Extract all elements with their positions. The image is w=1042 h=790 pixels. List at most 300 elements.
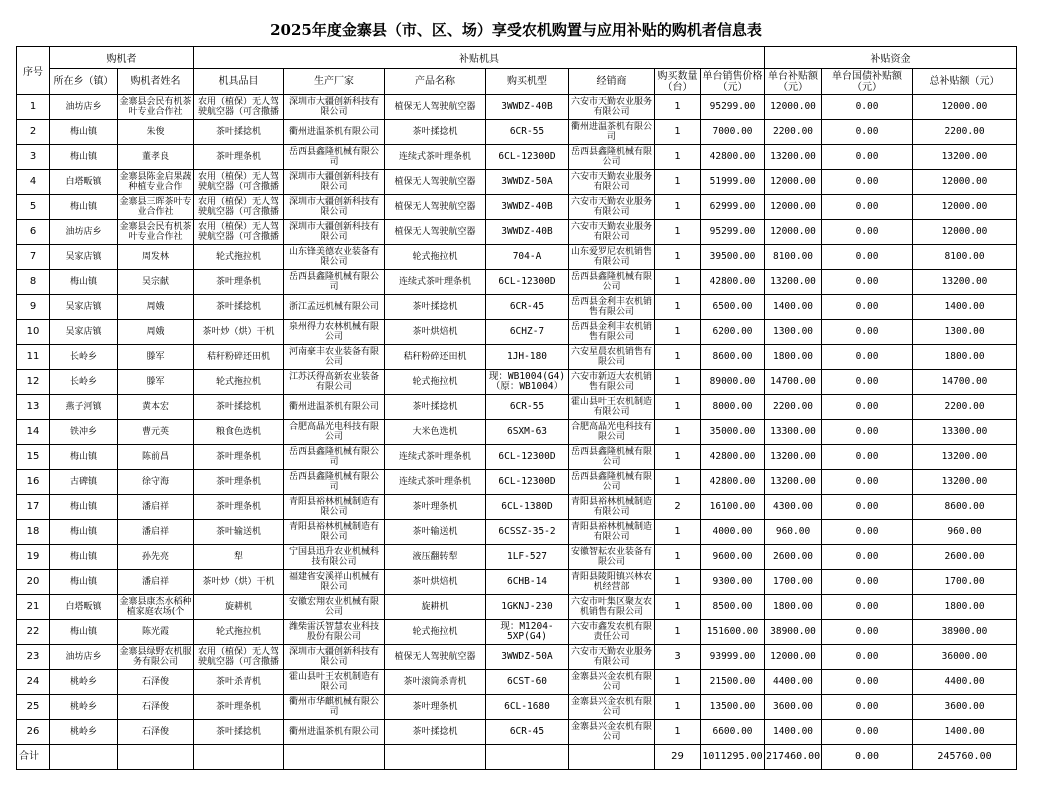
cell-bond: 0.00 bbox=[822, 645, 913, 670]
cell-buyer: 石泽俊 bbox=[118, 720, 194, 745]
cell-product: 连续式茶叶理条机 bbox=[385, 270, 486, 295]
cell-item: 农用（植保）无人驾驶航空器（可含撒播 bbox=[194, 170, 284, 195]
header-total-subsidy: 总补贴额（元） bbox=[913, 69, 1017, 95]
header-product: 产品名称 bbox=[385, 69, 486, 95]
table-row bbox=[17, 320, 1017, 345]
cell-unit-subsidy: 2200.00 bbox=[765, 120, 822, 145]
cell-seq: 14 bbox=[17, 420, 50, 445]
cell-seq: 5 bbox=[17, 195, 50, 220]
cell-total: 1400.00 bbox=[913, 295, 1017, 320]
cell-buyer: 金寨县绿野农机服务有限公司 bbox=[118, 645, 194, 670]
cell-bond: 0.00 bbox=[822, 695, 913, 720]
cell-product: 轮式拖拉机 bbox=[385, 245, 486, 270]
cell-seq: 13 bbox=[17, 395, 50, 420]
cell-town: 桃岭乡 bbox=[50, 695, 118, 720]
cell-price: 51999.00 bbox=[701, 170, 765, 195]
table-row bbox=[17, 395, 1017, 420]
cell-town: 油坊店乡 bbox=[50, 95, 118, 120]
table-row bbox=[17, 520, 1017, 545]
cell-buyer: 石泽俊 bbox=[118, 695, 194, 720]
cell-product: 秸秆粉碎还田机 bbox=[385, 345, 486, 370]
total-empty-maker bbox=[284, 745, 385, 770]
cell-unit-subsidy: 8100.00 bbox=[765, 245, 822, 270]
cell-town: 长岭乡 bbox=[50, 370, 118, 395]
cell-seq: 17 bbox=[17, 495, 50, 520]
cell-unit-subsidy: 2200.00 bbox=[765, 395, 822, 420]
cell-seq: 8 bbox=[17, 270, 50, 295]
cell-unit-subsidy: 13200.00 bbox=[765, 470, 822, 495]
cell-buyer: 陈光霞 bbox=[118, 620, 194, 645]
cell-product: 植保无人驾驶航空器 bbox=[385, 195, 486, 220]
cell-seq: 9 bbox=[17, 295, 50, 320]
cell-total: 2200.00 bbox=[913, 395, 1017, 420]
cell-bond: 0.00 bbox=[822, 220, 913, 245]
cell-product: 茶叶烘焙机 bbox=[385, 570, 486, 595]
table-row bbox=[17, 220, 1017, 245]
total-unit-subsidy: 217460.00 bbox=[765, 745, 822, 770]
cell-qty: 1 bbox=[655, 470, 701, 495]
cell-dealer: 六安市天勤农业服务有限公司 bbox=[569, 645, 655, 670]
cell-price: 95299.00 bbox=[701, 220, 765, 245]
cell-maker: 宁国县迅升农业机械科技有限公司 bbox=[284, 545, 385, 570]
cell-dealer: 山东爱罗尼农机销售有限公司 bbox=[569, 245, 655, 270]
cell-maker: 衢州进温茶机有限公司 bbox=[284, 120, 385, 145]
cell-unit-subsidy: 4400.00 bbox=[765, 670, 822, 695]
cell-qty: 1 bbox=[655, 195, 701, 220]
cell-maker: 衢州进温茶机有限公司 bbox=[284, 395, 385, 420]
cell-price: 8500.00 bbox=[701, 595, 765, 620]
cell-qty: 1 bbox=[655, 270, 701, 295]
cell-total: 1800.00 bbox=[913, 595, 1017, 620]
cell-unit-subsidy: 1300.00 bbox=[765, 320, 822, 345]
cell-bond: 0.00 bbox=[822, 345, 913, 370]
total-empty-item bbox=[194, 745, 284, 770]
cell-bond: 0.00 bbox=[822, 520, 913, 545]
cell-town: 梅山镇 bbox=[50, 520, 118, 545]
cell-item: 粮食色选机 bbox=[194, 420, 284, 445]
table-body bbox=[17, 95, 1017, 745]
header-buyer-group: 购机者 bbox=[50, 47, 194, 69]
cell-model: 6CST-60 bbox=[486, 670, 569, 695]
cell-buyer: 吴宗献 bbox=[118, 270, 194, 295]
header-item: 机具品目 bbox=[194, 69, 284, 95]
cell-qty: 1 bbox=[655, 570, 701, 595]
cell-total: 36000.00 bbox=[913, 645, 1017, 670]
cell-product: 茶叶揉捻机 bbox=[385, 295, 486, 320]
header-town: 所在乡（镇） bbox=[50, 69, 118, 95]
cell-price: 93999.00 bbox=[701, 645, 765, 670]
cell-seq: 2 bbox=[17, 120, 50, 145]
cell-price: 6500.00 bbox=[701, 295, 765, 320]
cell-product: 茶叶烘焙机 bbox=[385, 320, 486, 345]
cell-town: 梅山镇 bbox=[50, 120, 118, 145]
cell-model: 6CHB-14 bbox=[486, 570, 569, 595]
cell-bond: 0.00 bbox=[822, 395, 913, 420]
header-qty: 购买数量（台） bbox=[655, 69, 701, 95]
cell-product: 连续式茶叶理条机 bbox=[385, 445, 486, 470]
cell-dealer: 合肥高晶光电科技有限公司 bbox=[569, 420, 655, 445]
cell-bond: 0.00 bbox=[822, 270, 913, 295]
table-row bbox=[17, 445, 1017, 470]
table-row bbox=[17, 145, 1017, 170]
cell-dealer: 青阳县裕林机械制造有限公司 bbox=[569, 520, 655, 545]
cell-buyer: 滕军 bbox=[118, 345, 194, 370]
cell-product: 大米色选机 bbox=[385, 420, 486, 445]
cell-item: 茶叶输送机 bbox=[194, 520, 284, 545]
cell-product: 茶叶揉捻机 bbox=[385, 720, 486, 745]
cell-seq: 18 bbox=[17, 520, 50, 545]
cell-price: 62999.00 bbox=[701, 195, 765, 220]
cell-price: 95299.00 bbox=[701, 95, 765, 120]
header-row-columns bbox=[17, 69, 1017, 95]
cell-town: 吴家店镇 bbox=[50, 295, 118, 320]
cell-item: 茶叶理条机 bbox=[194, 470, 284, 495]
cell-buyer: 周娥 bbox=[118, 295, 194, 320]
total-bond: 0.00 bbox=[822, 745, 913, 770]
cell-price: 4000.00 bbox=[701, 520, 765, 545]
cell-dealer: 青阳县裕林机械制造有限公司 bbox=[569, 495, 655, 520]
cell-maker: 衢州市华麒机械有限公司 bbox=[284, 695, 385, 720]
cell-model: 6CL-12300D bbox=[486, 470, 569, 495]
cell-qty: 1 bbox=[655, 420, 701, 445]
cell-bond: 0.00 bbox=[822, 120, 913, 145]
cell-qty: 2 bbox=[655, 495, 701, 520]
cell-unit-subsidy: 1400.00 bbox=[765, 295, 822, 320]
cell-model: 3WWDZ-50A bbox=[486, 170, 569, 195]
cell-model: 6CSSZ-35-2 bbox=[486, 520, 569, 545]
cell-price: 89000.00 bbox=[701, 370, 765, 395]
cell-unit-subsidy: 12000.00 bbox=[765, 170, 822, 195]
cell-maker: 山东锋美德农业装备有限公司 bbox=[284, 245, 385, 270]
cell-dealer: 岳西县鑫隆机械有限公司 bbox=[569, 145, 655, 170]
cell-dealer: 金寨县兴金农机有限公司 bbox=[569, 670, 655, 695]
cell-seq: 11 bbox=[17, 345, 50, 370]
cell-product: 茶叶理条机 bbox=[385, 495, 486, 520]
cell-model: 现：WB1004(G4)（原：WB1004） bbox=[486, 370, 569, 395]
cell-qty: 1 bbox=[655, 720, 701, 745]
header-dealer: 经销商 bbox=[569, 69, 655, 95]
cell-product: 茶叶揉捻机 bbox=[385, 120, 486, 145]
cell-town: 白塔畈镇 bbox=[50, 170, 118, 195]
cell-bond: 0.00 bbox=[822, 245, 913, 270]
cell-product: 轮式拖拉机 bbox=[385, 370, 486, 395]
cell-model: 1GKNJ-230 bbox=[486, 595, 569, 620]
total-label: 合计 bbox=[17, 745, 50, 770]
cell-model: 704-A bbox=[486, 245, 569, 270]
cell-dealer: 六安市天勤农业服务有限公司 bbox=[569, 220, 655, 245]
cell-price: 151600.00 bbox=[701, 620, 765, 645]
cell-total: 1300.00 bbox=[913, 320, 1017, 345]
cell-bond: 0.00 bbox=[822, 370, 913, 395]
cell-maker: 泉州得力农林机械有限公司 bbox=[284, 320, 385, 345]
cell-seq: 16 bbox=[17, 470, 50, 495]
table-row bbox=[17, 470, 1017, 495]
cell-qty: 1 bbox=[655, 620, 701, 645]
cell-qty: 1 bbox=[655, 320, 701, 345]
cell-unit-subsidy: 13300.00 bbox=[765, 420, 822, 445]
cell-maker: 青阳县裕林机械制造有限公司 bbox=[284, 495, 385, 520]
cell-bond: 0.00 bbox=[822, 545, 913, 570]
cell-bond: 0.00 bbox=[822, 145, 913, 170]
cell-maker: 岳西县鑫隆机械有限公司 bbox=[284, 145, 385, 170]
cell-town: 桃岭乡 bbox=[50, 720, 118, 745]
cell-bond: 0.00 bbox=[822, 495, 913, 520]
cell-bond: 0.00 bbox=[822, 320, 913, 345]
cell-price: 42800.00 bbox=[701, 270, 765, 295]
total-empty-town bbox=[50, 745, 118, 770]
cell-unit-subsidy: 1700.00 bbox=[765, 570, 822, 595]
cell-qty: 1 bbox=[655, 695, 701, 720]
cell-qty: 1 bbox=[655, 395, 701, 420]
subsidy-table bbox=[16, 46, 1017, 770]
cell-bond: 0.00 bbox=[822, 470, 913, 495]
cell-town: 梅山镇 bbox=[50, 270, 118, 295]
cell-product: 茶叶滚筒杀青机 bbox=[385, 670, 486, 695]
cell-unit-subsidy: 13200.00 bbox=[765, 445, 822, 470]
cell-buyer: 董孝良 bbox=[118, 145, 194, 170]
cell-unit-subsidy: 12000.00 bbox=[765, 645, 822, 670]
cell-buyer: 潘启祥 bbox=[118, 495, 194, 520]
cell-item: 茶叶揉捻机 bbox=[194, 120, 284, 145]
cell-town: 桃岭乡 bbox=[50, 670, 118, 695]
table-row bbox=[17, 345, 1017, 370]
cell-model: 3WWDZ-40B bbox=[486, 195, 569, 220]
cell-buyer: 黄本宏 bbox=[118, 395, 194, 420]
cell-price: 13500.00 bbox=[701, 695, 765, 720]
cell-qty: 1 bbox=[655, 145, 701, 170]
cell-town: 古碑镇 bbox=[50, 470, 118, 495]
cell-price: 8000.00 bbox=[701, 395, 765, 420]
cell-total: 12000.00 bbox=[913, 170, 1017, 195]
cell-total: 12000.00 bbox=[913, 220, 1017, 245]
cell-unit-subsidy: 38900.00 bbox=[765, 620, 822, 645]
cell-buyer: 潘启祥 bbox=[118, 570, 194, 595]
table-row bbox=[17, 545, 1017, 570]
cell-total: 2600.00 bbox=[913, 545, 1017, 570]
cell-model: 6CL-1680 bbox=[486, 695, 569, 720]
cell-total: 8600.00 bbox=[913, 495, 1017, 520]
cell-total: 960.00 bbox=[913, 520, 1017, 545]
cell-maker: 岳西县鑫隆机械有限公司 bbox=[284, 470, 385, 495]
cell-bond: 0.00 bbox=[822, 620, 913, 645]
cell-item: 茶叶杀青机 bbox=[194, 670, 284, 695]
cell-buyer: 金寨县会民有机茶叶专业合作社 bbox=[118, 95, 194, 120]
cell-bond: 0.00 bbox=[822, 570, 913, 595]
cell-dealer: 青阳县陵阳镇兴林农机经营部 bbox=[569, 570, 655, 595]
cell-seq: 3 bbox=[17, 145, 50, 170]
cell-buyer: 金寨县陈金启果蔬种植专业合作 bbox=[118, 170, 194, 195]
page-title: 2025年度金寨县（市、区、场）享受农机购置与应用补贴的购机者信息表 bbox=[270, 21, 762, 39]
cell-price: 9600.00 bbox=[701, 545, 765, 570]
cell-town: 梅山镇 bbox=[50, 620, 118, 645]
cell-buyer: 潘启祥 bbox=[118, 520, 194, 545]
cell-unit-subsidy: 12000.00 bbox=[765, 220, 822, 245]
cell-total: 1800.00 bbox=[913, 345, 1017, 370]
cell-qty: 1 bbox=[655, 445, 701, 470]
table-row bbox=[17, 295, 1017, 320]
cell-seq: 12 bbox=[17, 370, 50, 395]
cell-dealer: 六安市鑫发农机有限责任公司 bbox=[569, 620, 655, 645]
cell-seq: 15 bbox=[17, 445, 50, 470]
cell-item: 茶叶揉捻机 bbox=[194, 395, 284, 420]
cell-town: 油坊店乡 bbox=[50, 645, 118, 670]
cell-unit-subsidy: 2600.00 bbox=[765, 545, 822, 570]
cell-item: 旋耕机 bbox=[194, 595, 284, 620]
cell-total: 14700.00 bbox=[913, 370, 1017, 395]
cell-price: 7000.00 bbox=[701, 120, 765, 145]
cell-product: 连续式茶叶理条机 bbox=[385, 145, 486, 170]
table-row bbox=[17, 95, 1017, 120]
cell-bond: 0.00 bbox=[822, 720, 913, 745]
cell-total: 13300.00 bbox=[913, 420, 1017, 445]
header-buyer-name: 购机者姓名 bbox=[118, 69, 194, 95]
cell-town: 梅山镇 bbox=[50, 445, 118, 470]
cell-qty: 1 bbox=[655, 545, 701, 570]
table-row bbox=[17, 595, 1017, 620]
cell-model: 6CR-55 bbox=[486, 395, 569, 420]
cell-town: 燕子河镇 bbox=[50, 395, 118, 420]
cell-bond: 0.00 bbox=[822, 445, 913, 470]
cell-town: 梅山镇 bbox=[50, 545, 118, 570]
cell-total: 12000.00 bbox=[913, 95, 1017, 120]
cell-maker: 衢州进温茶机有限公司 bbox=[284, 720, 385, 745]
cell-price: 9300.00 bbox=[701, 570, 765, 595]
cell-unit-subsidy: 13200.00 bbox=[765, 270, 822, 295]
cell-dealer: 金寨县兴金农机有限公司 bbox=[569, 695, 655, 720]
cell-unit-subsidy: 1800.00 bbox=[765, 595, 822, 620]
cell-product: 液压翻转犁 bbox=[385, 545, 486, 570]
cell-maker: 河南豪丰农业装备有限公司 bbox=[284, 345, 385, 370]
cell-dealer: 霍山县叶王农机制造有限公司 bbox=[569, 395, 655, 420]
cell-town: 长岭乡 bbox=[50, 345, 118, 370]
table-row bbox=[17, 570, 1017, 595]
cell-price: 39500.00 bbox=[701, 245, 765, 270]
cell-unit-subsidy: 1800.00 bbox=[765, 345, 822, 370]
cell-seq: 4 bbox=[17, 170, 50, 195]
cell-total: 13200.00 bbox=[913, 145, 1017, 170]
total-price: 1011295.00 bbox=[701, 745, 765, 770]
cell-town: 吴家店镇 bbox=[50, 320, 118, 345]
cell-buyer: 孙先亮 bbox=[118, 545, 194, 570]
cell-bond: 0.00 bbox=[822, 195, 913, 220]
header-row-groups bbox=[17, 47, 1017, 69]
cell-unit-subsidy: 1400.00 bbox=[765, 720, 822, 745]
cell-total: 13200.00 bbox=[913, 270, 1017, 295]
cell-dealer: 安徽智耘农业装备有限公司 bbox=[569, 545, 655, 570]
cell-bond: 0.00 bbox=[822, 170, 913, 195]
cell-maker: 岳西县鑫隆机械有限公司 bbox=[284, 445, 385, 470]
cell-buyer: 徐守海 bbox=[118, 470, 194, 495]
cell-model: 6CL-12300D bbox=[486, 145, 569, 170]
cell-item: 轮式拖拉机 bbox=[194, 370, 284, 395]
cell-town: 梅山镇 bbox=[50, 495, 118, 520]
cell-total: 8100.00 bbox=[913, 245, 1017, 270]
cell-item: 轮式拖拉机 bbox=[194, 245, 284, 270]
cell-unit-subsidy: 12000.00 bbox=[765, 195, 822, 220]
cell-total: 12000.00 bbox=[913, 195, 1017, 220]
cell-qty: 1 bbox=[655, 595, 701, 620]
cell-maker: 霍山县叶王农机制造有限公司 bbox=[284, 670, 385, 695]
cell-dealer: 岳西县鑫隆机械有限公司 bbox=[569, 270, 655, 295]
cell-town: 吴家店镇 bbox=[50, 245, 118, 270]
cell-product: 茶叶输送机 bbox=[385, 520, 486, 545]
cell-model: 6CR-45 bbox=[486, 720, 569, 745]
cell-total: 1700.00 bbox=[913, 570, 1017, 595]
header-fund-group: 补贴资金 bbox=[765, 47, 1017, 69]
cell-item: 犁 bbox=[194, 545, 284, 570]
cell-maker: 安徽宏翔农业机械有限公司 bbox=[284, 595, 385, 620]
cell-town: 白塔畈镇 bbox=[50, 595, 118, 620]
cell-seq: 26 bbox=[17, 720, 50, 745]
cell-model: 6CL-12300D bbox=[486, 445, 569, 470]
cell-dealer: 岳西县鑫隆机械有限公司 bbox=[569, 470, 655, 495]
header-machine-group: 补贴机具 bbox=[194, 47, 765, 69]
cell-model: 3WWDZ-50A bbox=[486, 645, 569, 670]
cell-dealer: 六安市天勤农业服务有限公司 bbox=[569, 170, 655, 195]
cell-seq: 23 bbox=[17, 645, 50, 670]
cell-buyer: 曹元英 bbox=[118, 420, 194, 445]
cell-price: 21500.00 bbox=[701, 670, 765, 695]
cell-item: 茶叶揉捻机 bbox=[194, 295, 284, 320]
cell-model: 6CL-12300D bbox=[486, 270, 569, 295]
table-row bbox=[17, 120, 1017, 145]
table-row bbox=[17, 695, 1017, 720]
cell-product: 轮式拖拉机 bbox=[385, 620, 486, 645]
cell-unit-subsidy: 4300.00 bbox=[765, 495, 822, 520]
cell-qty: 1 bbox=[655, 295, 701, 320]
cell-dealer: 岳西县鑫隆机械有限公司 bbox=[569, 445, 655, 470]
cell-dealer: 六安市天勤农业服务有限公司 bbox=[569, 95, 655, 120]
cell-dealer: 六安市叶集区聚友农机销售有限公司 bbox=[569, 595, 655, 620]
cell-total: 38900.00 bbox=[913, 620, 1017, 645]
cell-model: 现：M1204-5XP(G4) bbox=[486, 620, 569, 645]
cell-seq: 6 bbox=[17, 220, 50, 245]
cell-dealer: 金寨县兴金农机有限公司 bbox=[569, 720, 655, 745]
cell-seq: 20 bbox=[17, 570, 50, 595]
cell-model: 6CHZ-7 bbox=[486, 320, 569, 345]
cell-item: 农用（植保）无人驾驶航空器（可含撒播 bbox=[194, 195, 284, 220]
cell-total: 3600.00 bbox=[913, 695, 1017, 720]
cell-dealer: 岳西县金利丰农机销售有限公司 bbox=[569, 295, 655, 320]
cell-item: 茶叶炒（烘）干机 bbox=[194, 570, 284, 595]
cell-bond: 0.00 bbox=[822, 95, 913, 120]
cell-seq: 19 bbox=[17, 545, 50, 570]
table-row bbox=[17, 420, 1017, 445]
cell-qty: 1 bbox=[655, 170, 701, 195]
cell-item: 农用（植保）无人驾驶航空器（可含撒播 bbox=[194, 95, 284, 120]
total-qty: 29 bbox=[655, 745, 701, 770]
header-price: 单台销售价格（元） bbox=[701, 69, 765, 95]
table-row bbox=[17, 170, 1017, 195]
cell-unit-subsidy: 13200.00 bbox=[765, 145, 822, 170]
cell-bond: 0.00 bbox=[822, 670, 913, 695]
cell-model: 3WWDZ-40B bbox=[486, 220, 569, 245]
total-empty-dealer bbox=[569, 745, 655, 770]
total-row bbox=[17, 745, 1017, 770]
cell-town: 梅山镇 bbox=[50, 570, 118, 595]
cell-model: 6SXM-63 bbox=[486, 420, 569, 445]
cell-total: 2200.00 bbox=[913, 120, 1017, 145]
cell-maker: 深圳市大疆创新科技有限公司 bbox=[284, 170, 385, 195]
table-row bbox=[17, 620, 1017, 645]
cell-dealer: 衢州进温茶机有限公司 bbox=[569, 120, 655, 145]
header-seq: 序号 bbox=[17, 47, 50, 95]
cell-buyer: 金寨县三晖茶叶专业合作社 bbox=[118, 195, 194, 220]
cell-product: 连续式茶叶理条机 bbox=[385, 470, 486, 495]
cell-qty: 1 bbox=[655, 220, 701, 245]
cell-item: 秸秆粉碎还田机 bbox=[194, 345, 284, 370]
cell-buyer: 周发林 bbox=[118, 245, 194, 270]
